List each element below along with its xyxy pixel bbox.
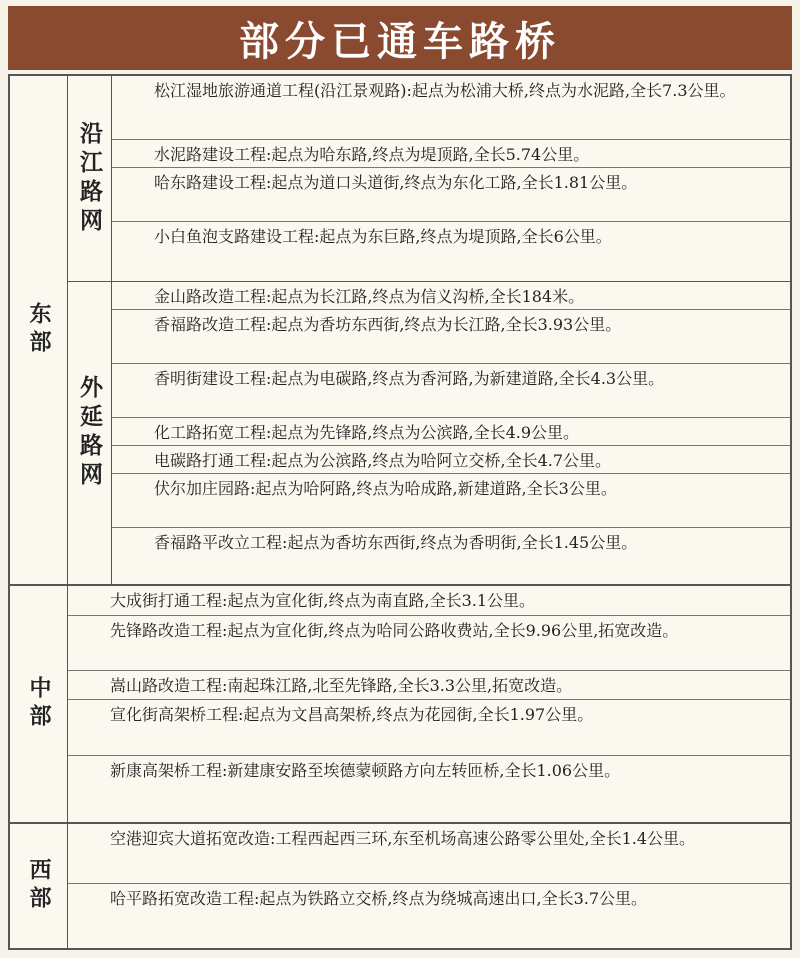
list-item: 空港迎宾大道拓宽改造:工程西起西三环,东至机场高速公路零公里处,全长1.4公里。 <box>68 824 790 884</box>
list-item: 伏尔加庄园路:起点为哈阿路,终点为哈成路,新建道路,全长3公里。 <box>112 474 790 528</box>
list-item: 宣化街高架桥工程:起点为文昌高架桥,终点为花园街,全长1.97公里。 <box>68 700 790 756</box>
group-riverside-rows <box>112 76 790 281</box>
list-item: 哈平路拓宽改造工程:起点为铁路立交桥,终点为绕城高速出口,全长3.7公里。 <box>110 889 648 908</box>
region-west <box>10 822 790 948</box>
list-item: 水泥路建设工程:起点为哈东路,终点为堤顶路,全长5.74公里。 <box>112 140 790 168</box>
region-label-central: 中部 <box>10 586 68 822</box>
region-central <box>10 584 790 822</box>
list-item: 香福路平改立工程:起点为香坊东西街,终点为香明街,全长1.45公里。 <box>154 533 638 552</box>
region-east <box>10 76 790 584</box>
list-item: 香福路改造工程:起点为香坊东西街,终点为长江路,全长3.93公里。 <box>112 310 790 364</box>
list-item: 新康高架桥工程:新建康安路至埃德蒙顿路方向左转匝桥,全长1.06公里。 <box>110 761 621 780</box>
list-item: 大成街打通工程:起点为宣化街,终点为南直路,全长3.1公里。 <box>68 586 790 616</box>
page-title: 部分已通车路桥 <box>239 18 561 65</box>
region-label-west: 西部 <box>10 824 68 948</box>
list-item: 电碳路打通工程:起点为公滨路,终点为哈阿立交桥,全长4.7公里。 <box>112 446 790 474</box>
list-item: 哈东路建设工程:起点为道口头道街,终点为东化工路,全长1.81公里。 <box>112 168 790 222</box>
group-label-riverside: 沿江路网 <box>68 76 112 281</box>
list-item: 化工路拓宽工程:起点为先锋路,终点为公滨路,全长4.9公里。 <box>112 418 790 446</box>
roads-table <box>8 74 792 950</box>
group-label-outer: 外延路网 <box>68 281 112 584</box>
list-item: 金山路改造工程:起点为长江路,终点为信义沟桥,全长184米。 <box>112 282 790 310</box>
list-item: 嵩山路改造工程:南起珠江路,北至先锋路,全长3.3公里,拓宽改造。 <box>68 671 790 700</box>
title-banner <box>8 6 792 70</box>
group-outer-rows <box>112 281 790 583</box>
west-rows <box>68 824 790 944</box>
region-label-east: 东部 <box>10 76 68 584</box>
list-item: 松江湿地旅游通道工程(沿江景观路):起点为松浦大桥,终点为水泥路,全长7.3公里。 <box>112 76 790 140</box>
list-item: 先锋路改造工程:起点为宣化街,终点为哈同公路收费站,全长9.96公里,拓宽改造。 <box>68 616 790 671</box>
list-item: 小白鱼泡支路建设工程:起点为东巨路,终点为堤顶路,全长6公里。 <box>154 227 612 246</box>
list-item: 香明街建设工程:起点为电碳路,终点为香河路,为新建道路,全长4.3公里。 <box>112 364 790 418</box>
central-rows <box>68 586 790 816</box>
